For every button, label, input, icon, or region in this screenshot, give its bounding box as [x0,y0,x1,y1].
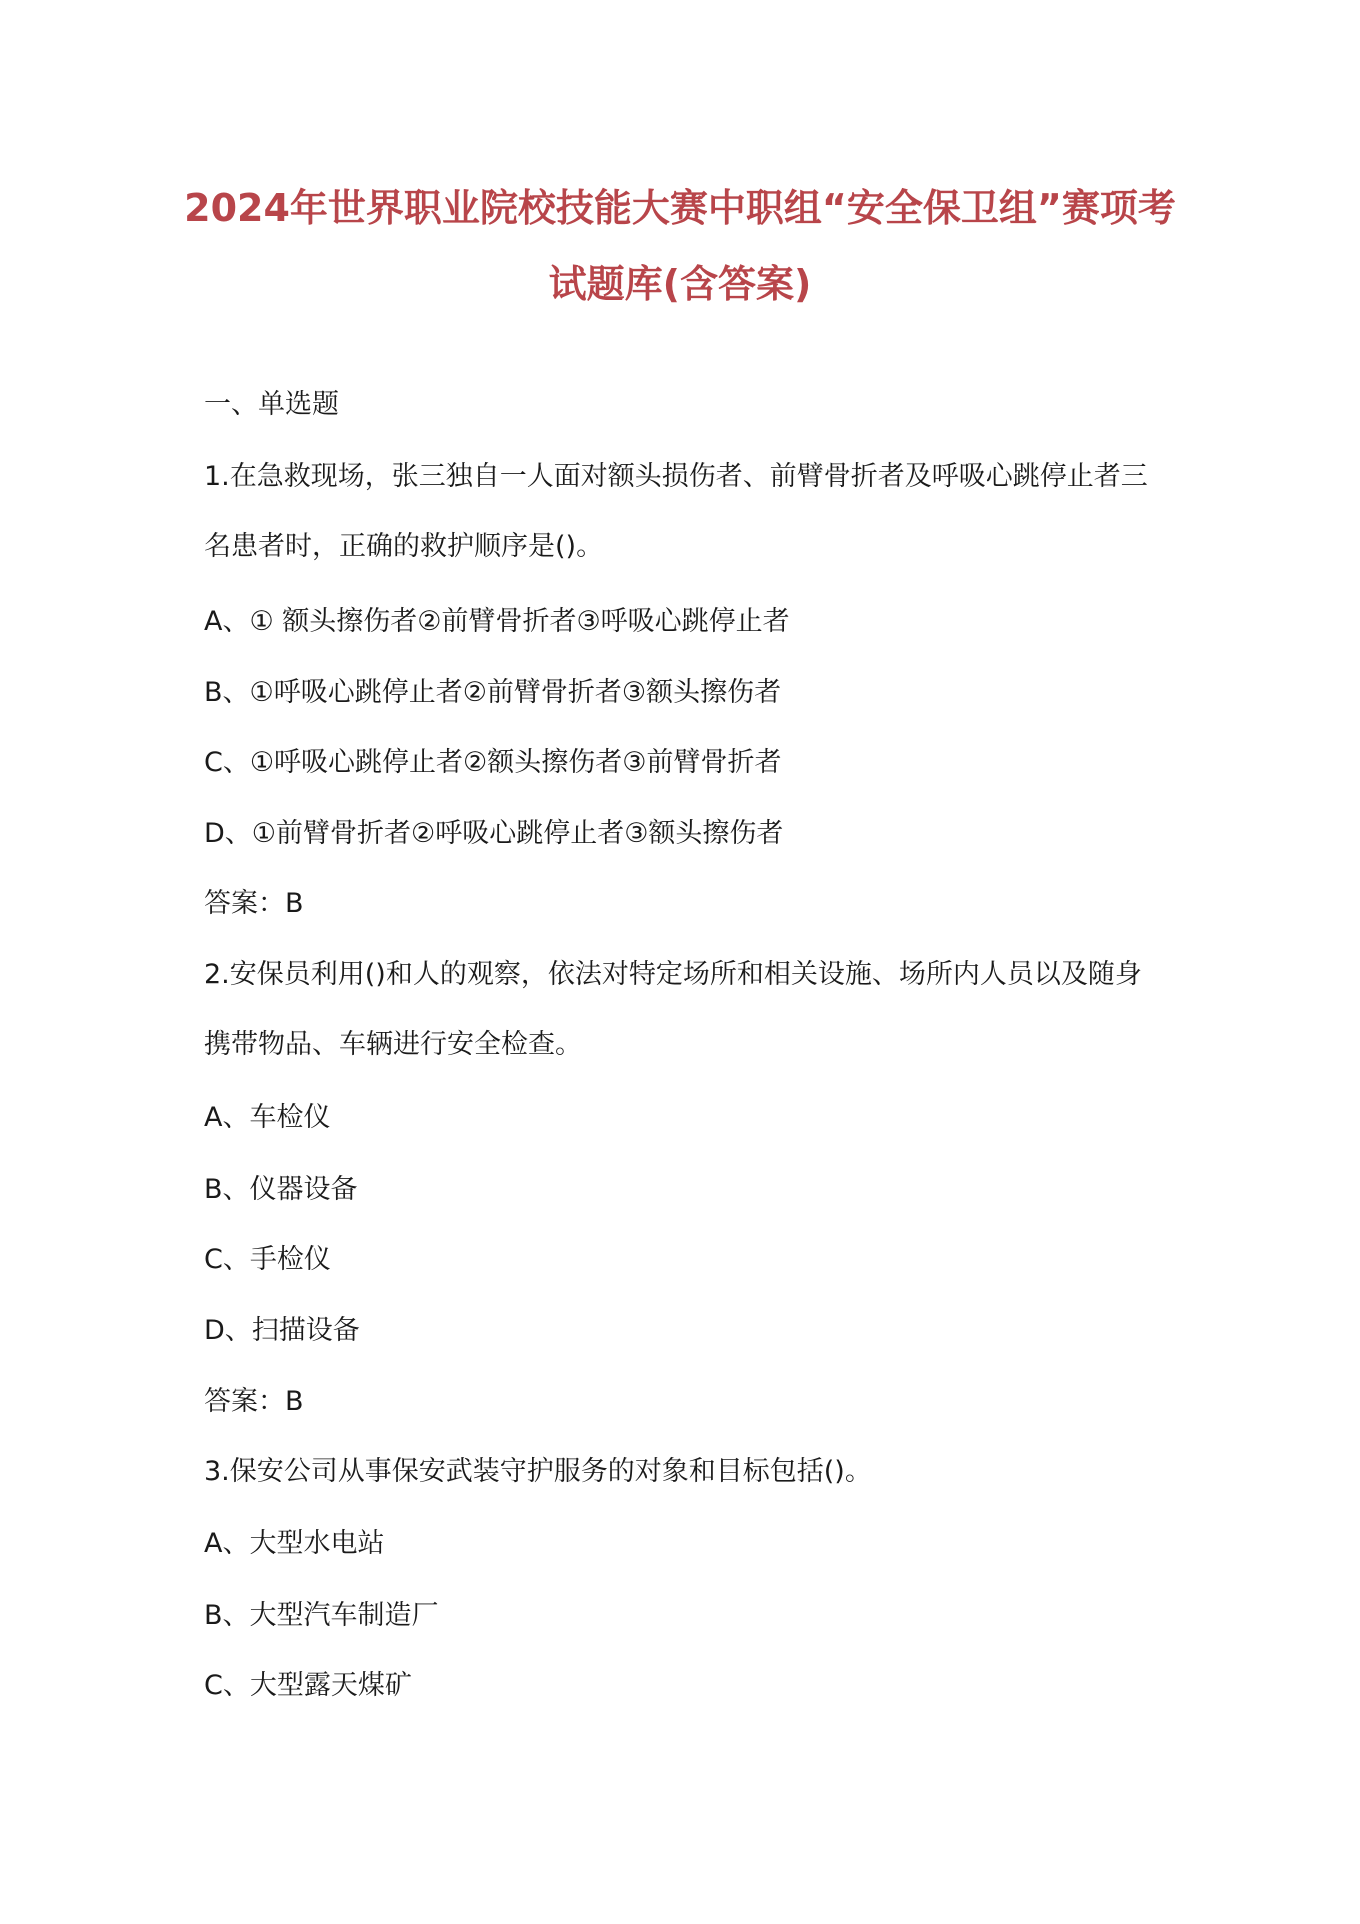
question-2-option-a: A、车检仪 [204,1102,331,1133]
question-1-stem-line-2: 名患者时，正确的救护顺序是()。 [204,531,604,562]
question-3-stem-line-1: 3.保安公司从事保安武装守护服务的对象和目标包括()。 [204,1456,872,1487]
question-2-answer: 答案：B [204,1386,304,1417]
question-3-option-a: A、大型水电站 [204,1528,385,1559]
question-3-option-c: C、大型露天煤矿 [204,1670,412,1701]
question-2-stem-line-2: 携带物品、车辆进行安全检查。 [204,1029,582,1060]
question-1-option-d: D、①前臂骨折者②呼吸心跳停止者③额头擦伤者 [204,818,784,849]
question-1-option-b: B、①呼吸心跳停止者②前臂骨折者③额头擦伤者 [204,677,782,708]
question-1-option-a: A、① 额头擦伤者②前臂骨折者③呼吸心跳停止者 [204,606,790,637]
question-1-answer: 答案：B [204,888,304,919]
question-1-option-c: C、①呼吸心跳停止者②额头擦伤者③前臂骨折者 [204,747,782,778]
question-2-option-b: B、仪器设备 [204,1174,358,1205]
section-heading: 一、单选题 [204,389,339,420]
document-title-line-2: 试题库(含答案) [548,262,812,306]
document-title-line-1: 2024年世界职业院校技能大赛中职组“安全保卫组”赛项考 [184,186,1176,230]
question-2-stem-line-1: 2.安保员利用()和人的观察，依法对特定场所和相关设施、场所内人员以及随身 [204,959,1142,990]
question-2-option-c: C、手检仪 [204,1244,331,1275]
question-1-stem-line-1: 1.在急救现场，张三独自一人面对额头损伤者、前臂骨折者及呼吸心跳停止者三 [204,461,1148,492]
question-3-option-b: B、大型汽车制造厂 [204,1600,439,1631]
question-2-option-d: D、扫描设备 [204,1315,360,1346]
